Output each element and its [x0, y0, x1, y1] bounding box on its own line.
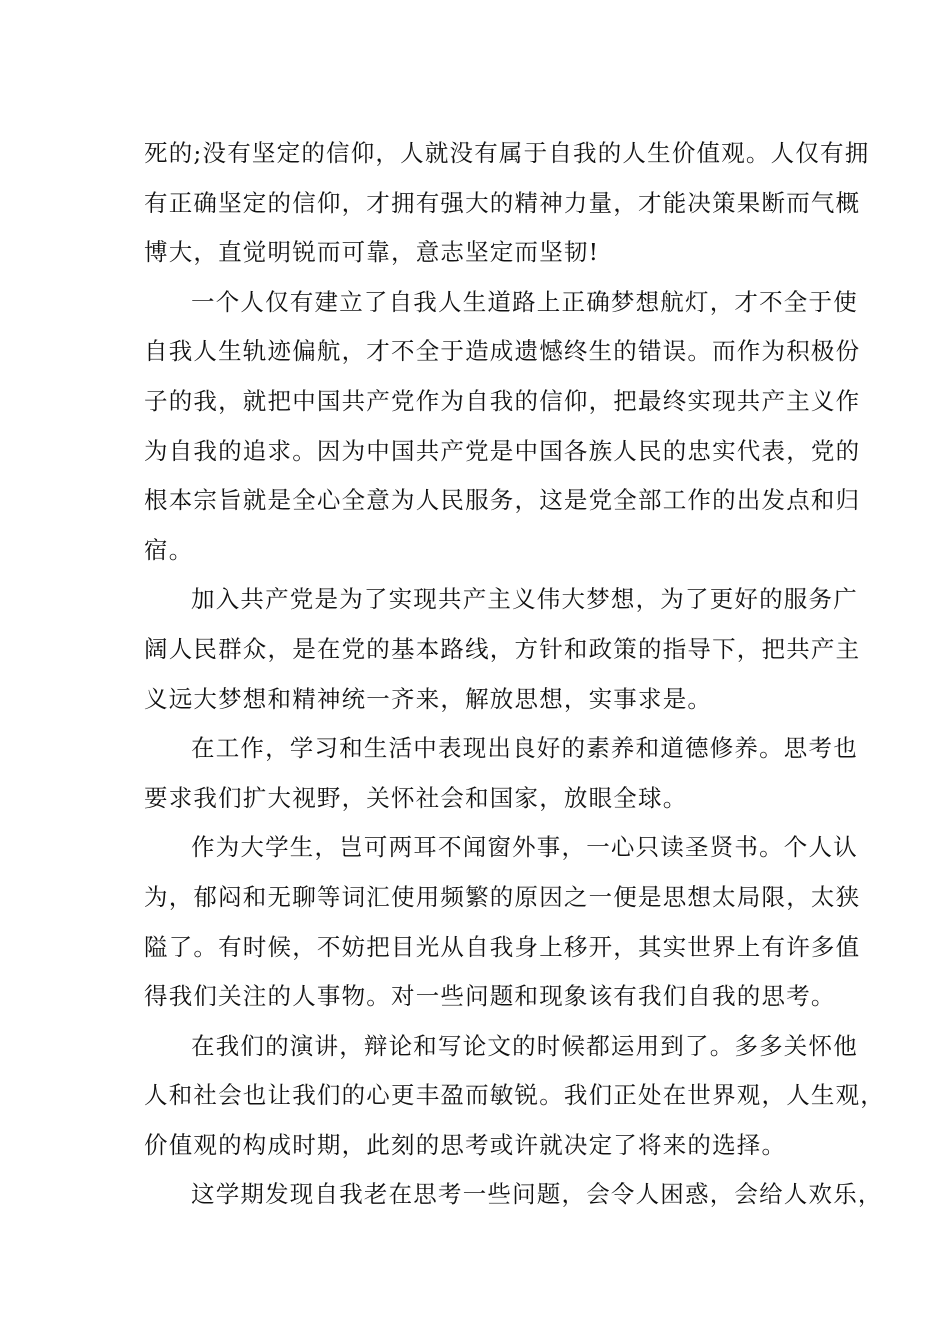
text-line: 阔人民群众，是在党的基本路线，方针和政策的指导下，把共产主 — [144, 634, 861, 663]
text-line: 价值观的构成时期，此刻的思考或许就决定了将来的选择。 — [144, 1130, 787, 1159]
text-line: 根本宗旨就是全心全意为人民服务，这是党全部工作的出发点和归 — [144, 486, 861, 515]
paragraph-first-line: 加入共产党是为了实现共产主义伟大梦想，为了更好的服务广 — [191, 585, 858, 614]
text-line: 人和社会也让我们的心更丰盈而敏锐。我们正处在世界观，人生观， — [144, 1081, 885, 1110]
text-line: 宿。 — [144, 535, 194, 564]
text-line: 隘了。有时候，不妨把目光从自我身上移开，其实世界上有许多值 — [144, 932, 861, 961]
text-line: 有正确坚定的信仰，才拥有强大的精神力量，才能决策果断而气概 — [144, 188, 861, 217]
text-line: 为，郁闷和无聊等词汇使用频繁的原因之一便是思想太局限，太狭 — [144, 882, 861, 911]
paragraph-first-line: 这学期发现自我老在思考一些问题，会令人困惑，会给人欢乐， — [191, 1180, 883, 1209]
text-line: 为自我的追求。因为中国共产党是中国各族人民的忠实代表，党的 — [144, 436, 861, 465]
text-line: 子的我，就把中国共产党作为自我的信仰，把最终实现共产主义作 — [144, 386, 861, 415]
text-line: 义远大梦想和精神统一齐来，解放思想，实事求是。 — [144, 684, 713, 713]
paragraph-first-line: 一个人仅有建立了自我人生道路上正确梦想航灯，才不全于使 — [191, 287, 858, 316]
paragraph-first-line: 作为大学生，岂可两耳不闻窗外事，一心只读圣贤书。个人认 — [191, 833, 858, 862]
body-text — [144, 129, 885, 1220]
text-line: 自我人生轨迹偏航，才不全于造成遗憾终生的错误。而作为积极份 — [144, 337, 861, 366]
paragraph-first-line: 在工作，学习和生活中表现出良好的素养和道德修养。思考也 — [191, 734, 858, 763]
text-line: 死的;没有坚定的信仰，人就没有属于自我的人生价值观。人仅有拥 — [144, 139, 870, 167]
text-line: 博大，直觉明锐而可靠，意志坚定而坚韧! — [144, 238, 600, 267]
paragraph-first-line: 在我们的演讲，辩论和写论文的时候都运用到了。多多关怀他 — [191, 1031, 858, 1060]
text-line: 得我们关注的人事物。对一些问题和现象该有我们自我的思考。 — [144, 982, 836, 1011]
text-line: 要求我们扩大视野，关怀社会和国家，放眼全球。 — [144, 783, 688, 812]
